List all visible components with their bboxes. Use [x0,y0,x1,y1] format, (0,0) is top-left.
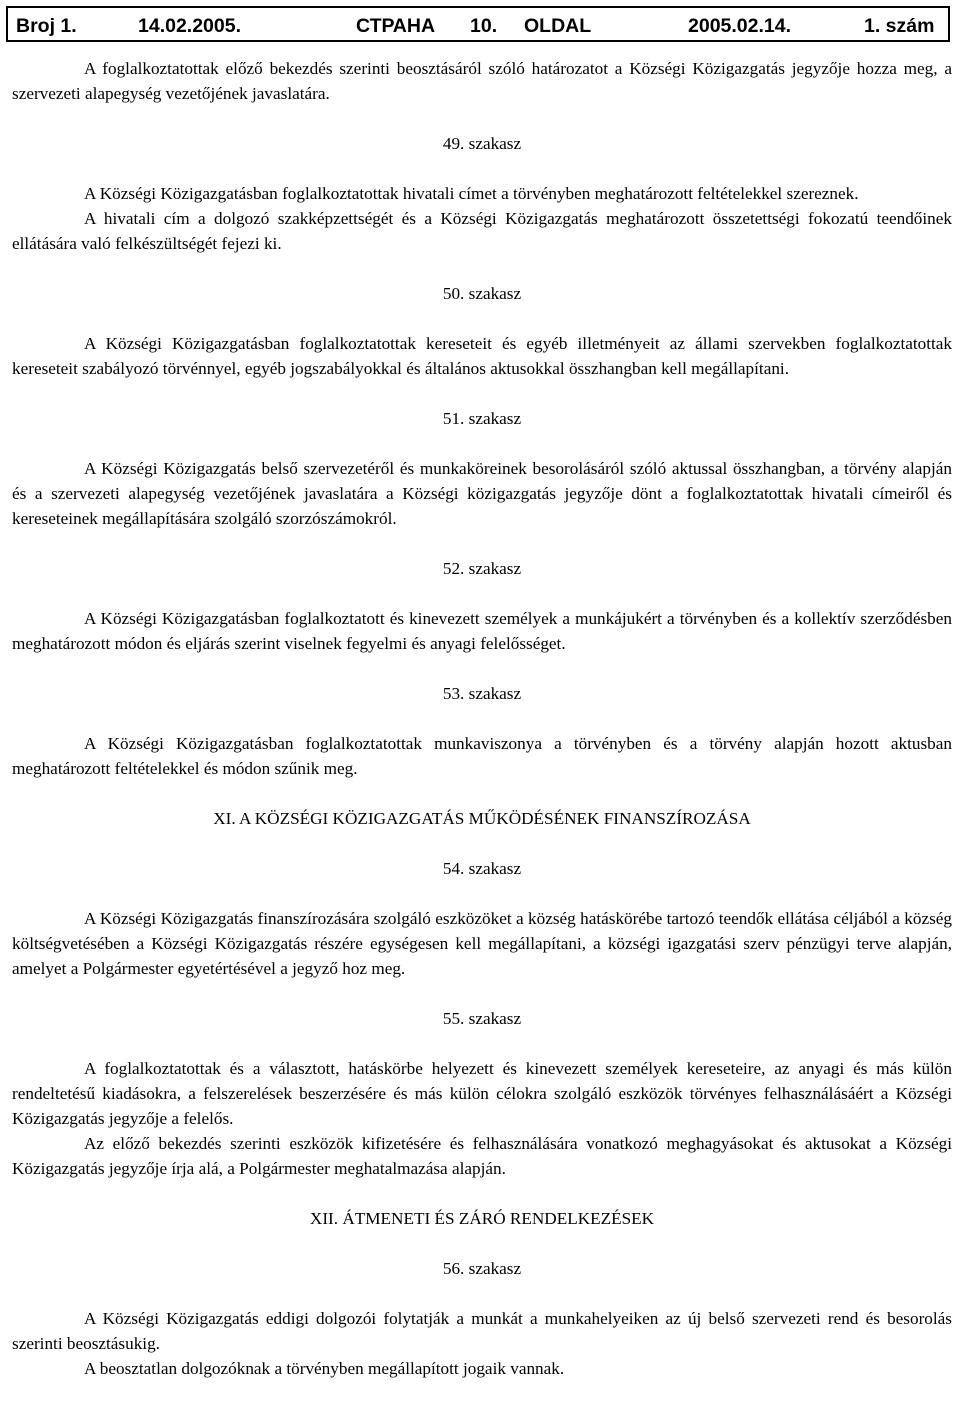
section-56-paragraph-1: A Községi Közigazgatás eddigi dolgozói folytatják a munkát a munkahelyeiken az új belső szervezeti rend és besorolás szerinti beosztásukig. [12,1309,952,1353]
paragraph-intro: A foglalkoztatottak előző bekezdés szerinti beosztásáról szóló határozatot a Községi Közigazgatás jegyzője hozza meg, a szervezeti alapegység vezetőjének javaslatára. [12,59,952,103]
section-53-title: 53. szakasz [442,684,522,703]
page-header [6,6,950,42]
section-56-title: 56. szakasz [442,1259,522,1278]
section-52-title: 52. szakasz [442,559,522,578]
section-49-paragraph-2: A hivatali cím a dolgozó szakképzettségét és a Községi Közigazgatás meghatározott összetettségi fokozatú teendőinek ellátására való felkészültségét fejezi ki. [12,209,952,253]
issue-number: 1. szám [864,15,935,37]
issue-date-hungarian: 2005.02.14. [688,15,792,37]
issue-label: Broj 1. [16,15,77,37]
section-51-title: 51. szakasz [442,409,522,428]
section-56-paragraph-2: A beosztatlan dolgozóknak a törvényben megállapított jogaik vannak. [84,1359,565,1378]
section-50-paragraph-1: A Községi Közigazgatásban foglalkoztatottak kereseteit és egyéb illetményeit az állami szervekben foglalkoztatottak kereseteit szabályozó törvénnyel, egyéb jogszabályokkal és általános aktusokkal összhangban kell megállapítani. [12,334,952,378]
section-49-paragraph-1: A Községi Közigazgatásban foglalkoztatottak hivatali címet a törvényben meghatározott feltételekkel szereznek. [84,184,859,203]
section-52-paragraph-1: A Községi Közigazgatásban foglalkoztatott és kinevezett személyek a munkájukért a törvényben és a kollektív szerződésben meghatározott módon és eljárás szerint viselnek fegyelmi és anyagi felelősséget. [12,609,952,653]
document-body [12,56,952,1381]
issue-date-serbian: 14.02.2005. [138,15,242,37]
section-55-title: 55. szakasz [442,1009,522,1028]
chapter-11-title: XI. A KÖZSÉGI KÖZIGAZGATÁS MŰKÖDÉSÉNEK FINANSZÍROZÁSA [213,809,751,828]
chapter-12-title: XII. ÁTMENETI ÉS ZÁRÓ RENDELKEZÉSEK [309,1209,655,1228]
section-51-paragraph-1: A Községi Közigazgatás belső szervezetéről és munkaköreinek besorolásáról szóló aktussal összhangban, a törvény alapján és a szervezeti alapegység vezetőjének javaslatára a Községi közigazgatás jegyzője dönt a foglalkoztatottak hivatali címeiről és kereseteinek megállapítására szolgáló szorzószámokról. [12,459,952,528]
section-54-paragraph-1: A Községi Közigazgatás finanszírozására szolgáló eszközöket a község hatáskörébe tartozó teendők ellátása céljából a község költségvetésében a Községi Közigazgatás részére egységesen kell megállapítani, a községi igazgatási szerv pénzügyi terve alapján, amelyet a Polgármester egyetértésével a jegyző hoz meg. [12,909,952,978]
section-55-paragraph-2: Az előző bekezdés szerinti eszközök kifizetésére és felhasználására vonatkozó meghagyásokat és aktusokat a Községi Közigazgatás jegyzője írja alá, a Polgármester meghatalmazása alapján. [12,1134,952,1178]
section-49-title: 49. szakasz [442,134,522,153]
section-50-title: 50. szakasz [442,284,522,303]
section-55-paragraph-1: A foglalkoztatottak és a választott, hatáskörbe helyezett és kinevezett személyek kereseteire, az anyagi és más külön rendeltetésű kiadásokra, a felszerelések beszerzésére és más külön célokra szolgáló eszközök törvényes felhasználásáért a Községi Közigazgatás jegyzője a felelős. [12,1059,952,1128]
section-54-title: 54. szakasz [442,859,522,878]
section-53-paragraph-1: A Községi Közigazgatásban foglalkoztatottak munkaviszonya a törvényben és a törvény alapján hozott aktusban meghatározott feltételekkel és módon szűnik meg. [12,734,952,778]
page-label-serbian: СТРАНА [356,15,436,37]
page-label-hungarian: OLDAL [524,15,592,37]
page-number: 10. [470,15,498,37]
